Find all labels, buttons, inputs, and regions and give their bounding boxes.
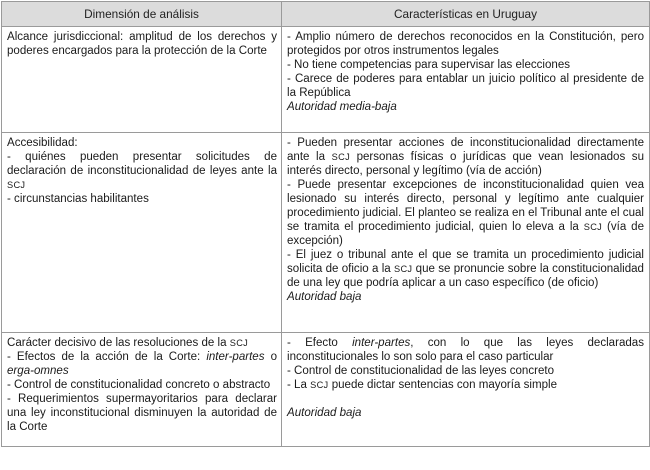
characteristics-cell [282,27,650,133]
list-item: - No tiene competencias para supervisar las elecciones [287,59,571,71]
dimension-cell [2,133,282,333]
list-item [287,178,644,248]
dimension-cell [2,333,282,447]
list-item-text: - quiénes pueden presentar solicitudes de declaración de inconstitucionalidad de leyes ante la [7,151,277,177]
authority-label: Autoridad media-baja [287,101,397,113]
scj-abbr: SCJ [394,264,413,274]
list-item-text: - Puede presentar excepciones de inconstitucionalidad quien vea lesionado su interés directo, personal y legítimo ante cualquier procedimiento judicial. El planteo se realiza en el Tribunal ante el cual se tramita el procedimiento judicial, quien lo eleva a la [287,179,644,233]
list-item-text: puede dictar sentencias con mayoría simple [331,379,557,391]
list-item-text: (vía de excepción) [287,221,644,247]
list-item-text: personas físicas o jurídicas que vean lesionados su interés directo, personal y legítimo (vía de acción) [287,151,645,177]
list-item-text: , con lo que las leyes declaradas inconstitucionales lo son solo para el caso particular [287,337,644,363]
dimension-title-text: Carácter decisivo de las resoluciones de la [7,337,227,349]
authority-label: Autoridad baja [287,291,362,303]
list-item-text: - El juez o tribunal ante el que se tramita un procedimiento judicial solicita de oficio a la [287,249,644,275]
list-item: - Amplio número de derechos reconocidos en la Constitución, pero protegidos por otros instrumentos legales [287,31,644,57]
list-item-text: que se pronuncie sobre la constitucionalidad de una ley que podría aplicar a un caso específico (de oficio) [287,263,644,289]
list-item [287,136,644,178]
scj-abbr: SCJ [7,180,26,190]
dimension-text: Alcance jurisdiccional: amplitud de los derechos y poderes encargados para la protección de la Corte [7,31,277,57]
list-item: - Control de constitucionalidad de las leyes concreto [287,365,555,377]
list-item-emphasis: inter-partes [352,337,411,349]
header-dimension: Dimensión de análisis [2,2,282,27]
list-item-text: - Efecto [287,337,338,349]
characteristics-cell [282,133,650,333]
scj-abbr: SCJ [310,380,329,390]
header-characteristics: Características en Uruguay [282,2,650,27]
list-item-text: - Pueden presentar acciones de inconstitucionalidad directamente ante la [287,137,644,163]
list-item [287,248,644,290]
list-item [287,336,644,364]
authority-label: Autoridad baja [287,407,362,419]
list-item-text: - Efectos de la acción de la Corte: [7,351,201,363]
table-row [2,133,650,333]
dimension-cell [2,27,282,133]
list-item-emphasis: erga-omnes [7,365,69,377]
table-row [2,333,650,447]
list-item: - Carece de poderes para entablar un juicio político al presidente de la República [287,73,644,99]
characteristics-cell [282,333,650,447]
table-row [2,27,650,133]
list-item [7,150,277,192]
scj-abbr: SCJ [583,222,603,232]
header-row [2,2,650,27]
list-item-emphasis: inter-partes [206,351,265,363]
dimension-title: Accesibilidad: [7,137,78,149]
list-item-text: o [270,351,277,363]
list-item [287,378,644,392]
dimension-title [7,336,277,350]
scj-abbr: SCJ [331,152,350,162]
list-item: - Control de constitucionalidad concreto o abstracto [7,379,271,391]
list-item: - circunstancias habilitantes [7,193,149,205]
list-item: - Requerimientos supermayoritarios para declarar una ley inconstitucional disminuyen la autoridad de la Corte [7,393,277,433]
list-item-text: - La [287,379,307,391]
spacer [287,392,644,406]
scj-abbr: SCJ [229,338,249,348]
comparison-table [1,1,650,447]
list-item [7,350,277,378]
